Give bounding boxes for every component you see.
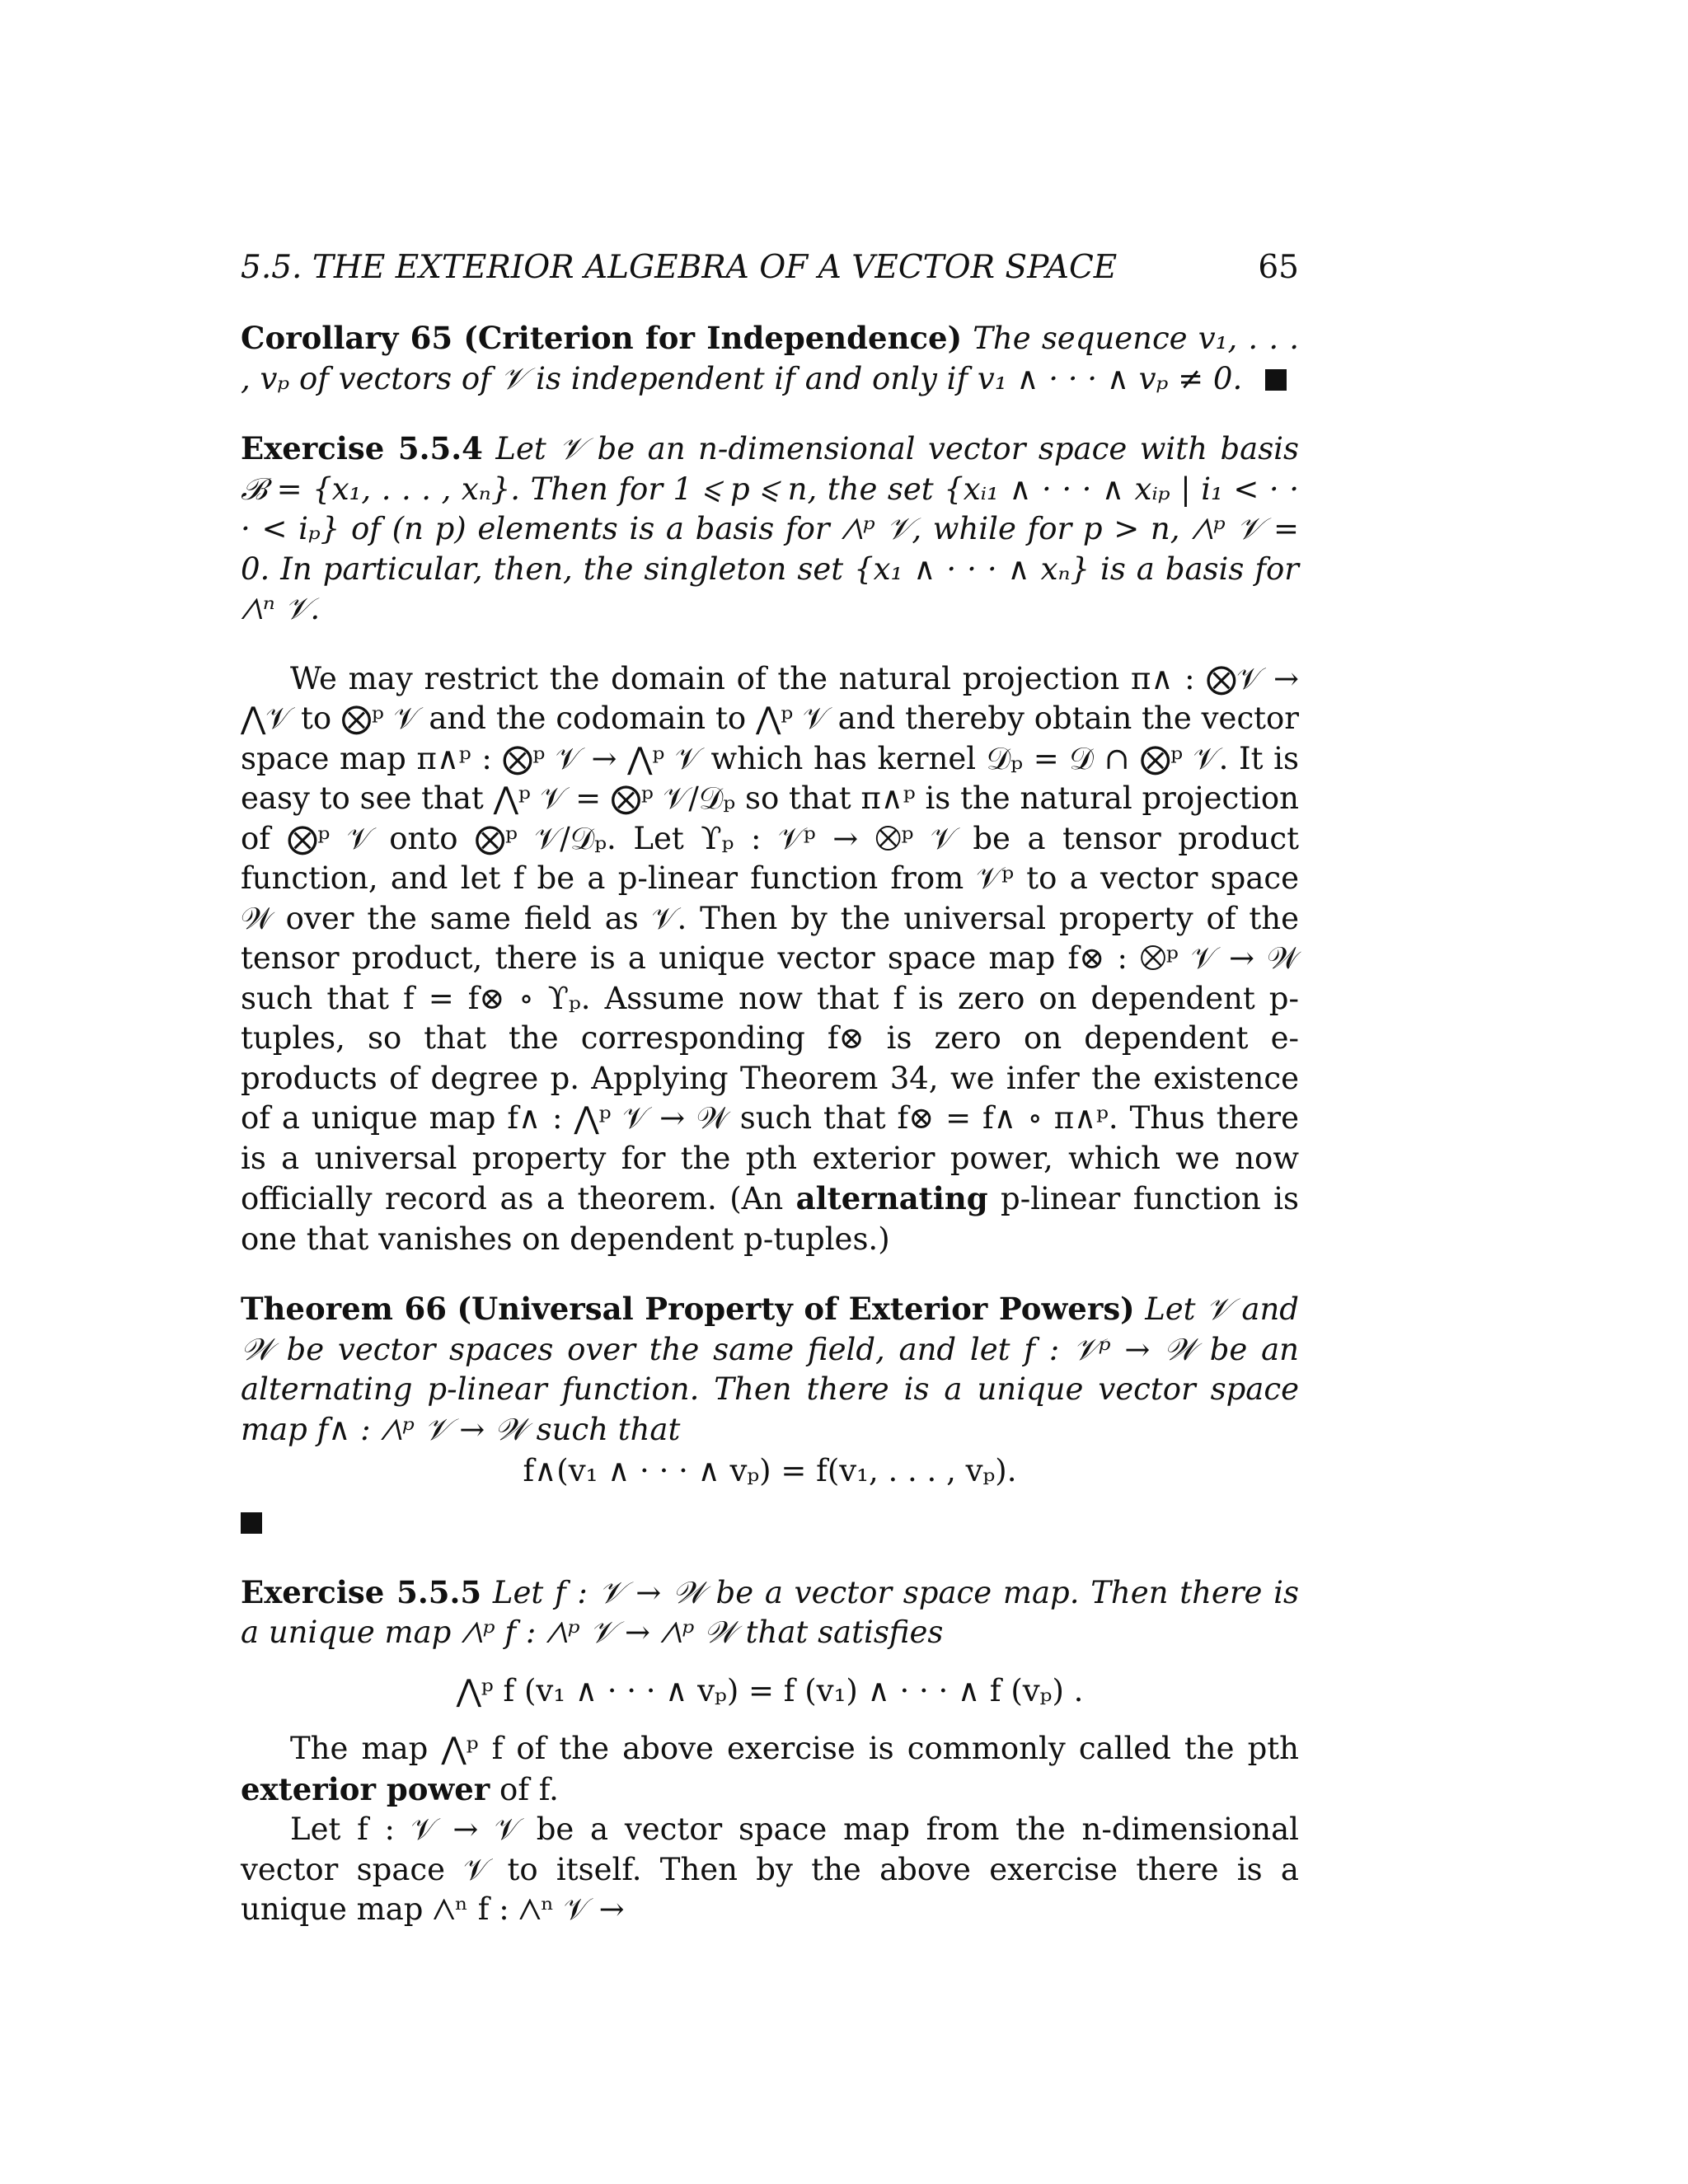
paragraph-natural-projection: [241, 659, 1299, 1260]
paragraph-determinant-intro: [241, 1810, 1299, 1930]
qed-square-icon: [241, 1512, 262, 1534]
corollary-65: [241, 318, 1299, 399]
theorem-formula: f∧(v₁ ∧ · · · ∧ vₚ) = f(v₁, . . . , vₚ).: [523, 1453, 1017, 1488]
corollary-title: (Criterion for Independence): [463, 320, 963, 356]
theorem-66: [241, 1289, 1299, 1450]
page-number: 65: [1258, 249, 1299, 286]
exercise-label: Exercise 5.5.4: [241, 430, 483, 466]
page: [241, 247, 1299, 1930]
exercise-label: Exercise 5.5.5: [241, 1573, 482, 1610]
theorem-title: (Universal Property of Exterior Powers): [457, 1291, 1135, 1327]
theorem-qed: [241, 1503, 1299, 1543]
paragraph-text-end: of f.: [499, 1771, 559, 1807]
qed-square-icon: [1265, 369, 1287, 391]
term-exterior-power: exterior power: [241, 1770, 490, 1807]
section-title: 5.5. THE EXTERIOR ALGEBRA OF A VECTOR SPACE: [241, 249, 1118, 286]
exercise-formula: ⋀ᵖ f (v₁ ∧ · · · ∧ vₚ) = f (v₁) ∧ · · · ∧ f (vₚ) .: [456, 1672, 1084, 1708]
theorem-label: Theorem 66: [241, 1291, 447, 1327]
exercise-5-5-5: [241, 1572, 1299, 1653]
corollary-text: The sequence v₁, . . . , vₚ of vectors of 𝒱 is independent if and only if v₁ ∧ · · · ∧ vₚ ≠ 0.: [241, 321, 1300, 396]
paragraph-text: The map ⋀ᵖ f of the above exercise is commonly called the pth: [290, 1731, 1299, 1766]
paragraph-exterior-power: [241, 1729, 1299, 1810]
theorem-text: Let 𝒱 and 𝒲 be vector spaces over the same field, and let f : 𝒱ᵖ → 𝒲 be an alternating p-linear function. Then there is a unique vector space map f∧ : ⋀ᵖ 𝒱 → 𝒲 such that: [241, 1291, 1299, 1447]
paragraph-text: We may restrict the domain of the natural projection π∧ : ⨂𝒱 → ⋀𝒱 to ⨂ᵖ 𝒱 and the codomain to ⋀ᵖ 𝒱 and thereby obtain the vector space map π∧ᵖ : ⨂ᵖ 𝒱 → ⋀ᵖ 𝒱 which has kernel 𝒟ₚ = 𝒟 ∩ ⨂ᵖ 𝒱. It is easy to see that ⋀ᵖ 𝒱 = ⨂ᵖ 𝒱/𝒟ₚ so that π∧ᵖ is the natural projection of ⨂ᵖ 𝒱 onto ⨂ᵖ 𝒱/𝒟ₚ. Let ϒₚ : 𝒱ᵖ → ⨂ᵖ 𝒱 be a tensor product function, and let f be a p-linear function from 𝒱ᵖ to a vector space 𝒲 over the same field as 𝒱. Then by the universal property of the tensor product, there is a unique vector space map f⊗ : ⨂ᵖ 𝒱 → 𝒲 such that f = f⊗ ∘ ϒₚ. Assume now that f is zero on dependent p-tuples, so that the corresponding f⊗ is zero on dependent e-products of degree p. Applying Theorem 34, we infer the existence of a unique map f∧ : ⋀ᵖ 𝒱 → 𝒲 such that f⊗ = f∧ ∘ π∧ᵖ. Thus there is a universal property for the pth exterior power, which we now officially record as a theorem. (An: [241, 660, 1299, 1216]
exercise-text: Let f : 𝒱 → 𝒲 be a vector space map. Then there is a unique map ⋀ᵖ f : ⋀ᵖ 𝒱 → ⋀ᵖ 𝒲 that satisfies: [241, 1574, 1299, 1650]
term-alternating: alternating: [795, 1180, 988, 1216]
exercise-text: Let 𝒱 be an n-dimensional vector space with basis ℬ = {x₁, . . . , xₙ}. Then for 1 ⩽ p ⩽ n, the set {xᵢ₁ ∧ · · · ∧ xᵢₚ | i₁ < · · · < iₚ} of (n p) elements is a basis for ⋀ᵖ 𝒱, while for p > n, ⋀ᵖ 𝒱 = 0. In particular, then, the singleton set {x₁ ∧ · · · ∧ xₙ} is a basis for ⋀ⁿ 𝒱.: [241, 431, 1299, 626]
corollary-label: Corollary 65: [241, 320, 453, 356]
exercise-5-5-4: [241, 429, 1299, 630]
running-header: [241, 247, 1299, 288]
paragraph-text: Let f : 𝒱 → 𝒱 be a vector space map from the n-dimensional vector space 𝒱 to itself. Then by the above exercise there is a unique map ⋀ⁿ f : ⋀ⁿ 𝒱 →: [241, 1811, 1299, 1927]
paragraph-text-end: p-linear function is one that vanishes on dependent p-tuples.): [241, 1181, 1299, 1257]
